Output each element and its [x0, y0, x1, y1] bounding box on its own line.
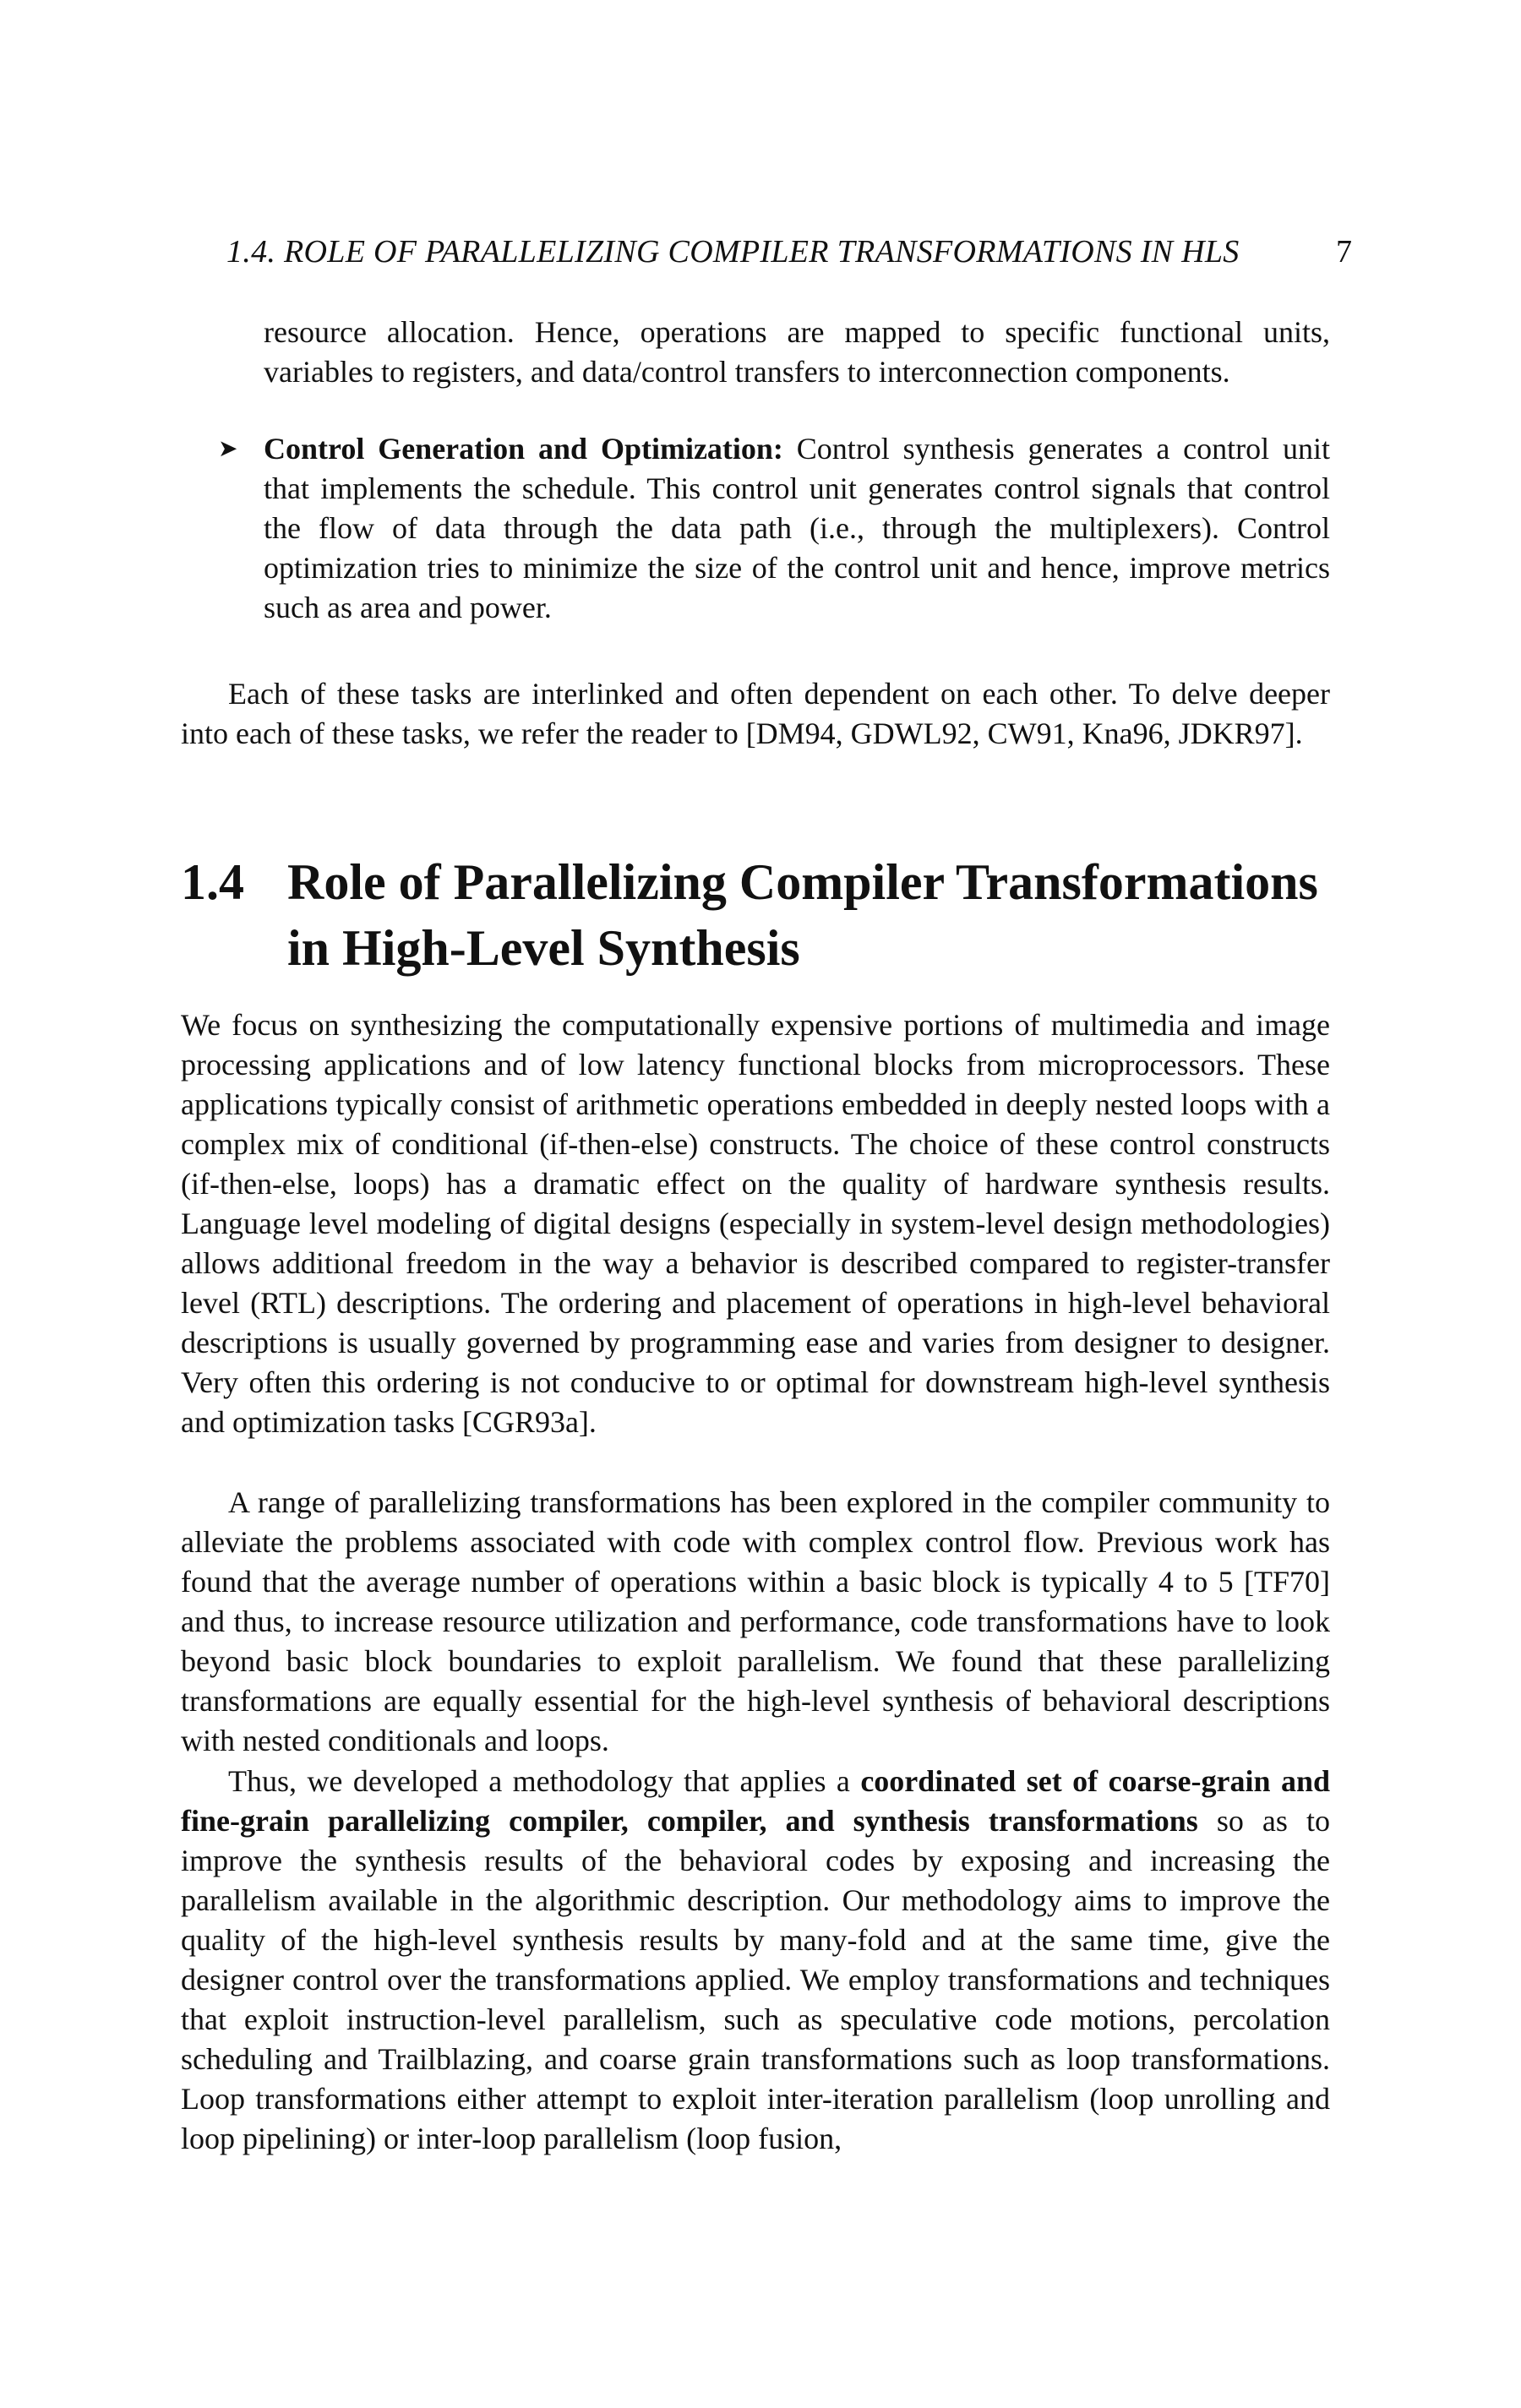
section-title: Role of Parallelizing Compiler Transformations in High-Level Synthesis [287, 854, 1318, 976]
page-number: 7 [1336, 234, 1352, 270]
paragraph-3-end: so as to improve the synthesis results of the behavioral codes by exposing and increasing the parallelism available in the algorithmic description. Our methodology aims to improve the quality of the high-level synthesis results by many-fold and at the same time, give the designer control over the transformations applied. We employ transformations and techniques that exploit instruction-level parallelism, such as speculative code motions, percolation scheduling and Trailblazing, and coarse grain transformations such as loop transformations. Loop transformations either attempt to exploit inter-iteration parallelism (loop unrolling and loop pipelining) or inter-loop parallelism (loop fusion, [181, 1804, 1330, 2155]
bullet-text: Control synthesis generates a control unit that implements the schedule. This control unit generates control signals that control the flow of data through the data path (i.e., through the multiplexers). Control optimization tries to minimize the size of the control unit and hence, improve metrics such as area and power. [264, 432, 1330, 624]
arrowhead-bullet-icon: ➤ [218, 436, 238, 462]
running-head-title: 1.4. ROLE OF PARALLELIZING COMPILER TRANSFORMATIONS IN HLS [226, 234, 1240, 270]
bullet-lead: Control Generation and Optimization: [264, 432, 783, 466]
running-head [226, 226, 1352, 277]
paragraph-3-start: Thus, we developed a methodology that applies a [228, 1764, 861, 1798]
paragraph-after-list: Each of these tasks are interlinked and often dependent on each other. To delve deeper into each of these tasks, we refer the reader to [DM94, GDWL92, CW91, Kna96, JDKR97]. [181, 677, 1330, 750]
paragraph-1: We focus on synthesizing the computationally expensive portions of multimedia and image processing applications and of low latency functional blocks from microprocessors. These applications typically consist of arithmetic operations embedded in deeply nested loops with a complex mix of conditional (if-then-else) constructs. The choice of these control constructs (if-then-else, loops) has a dramatic effect on the quality of hardware synthesis results. Language level modeling of digital designs (especially in system-level design methodologies) allows additional freedom in the way a behavior is described compared to register-transfer level (RTL) descriptions. The ordering and placement of operations in high-level behavioral descriptions is usually governed by programming ease and varies from designer to designer. Very often this ordering is not conducive to or optimal for downstream high-level synthesis and optimization tasks [CGR93a]. [181, 1008, 1330, 1439]
paragraph-2: A range of parallelizing transformations has been explored in the compiler community to alleviate the problems associated with code with complex control flow. Previous work has found that the average number of operations within a basic block is typically 4 to 5 [TF70] and thus, to increase resource utilization and performance, code transformations have to look beyond basic block boundaries to exploit parallelism. We found that these parallelizing transformations are equally essential for the high-level synthesis of behavioral descriptions with nested conditionals and loops. [181, 1485, 1330, 1757]
paragraph-3 [181, 1762, 1330, 2159]
bullet-body [264, 429, 1330, 628]
paragraph-3-bold: coordinated set of coarse-grain and fine-grain parallelizing compiler, compiler, and synthesis transformations [181, 1764, 1330, 1838]
continuation-paragraph: resource allocation. Hence, operations are mapped to specific functional units, variables to registers, and data/control transfers to interconnection components. [264, 315, 1330, 389]
section-number: 1.4 [181, 854, 244, 910]
